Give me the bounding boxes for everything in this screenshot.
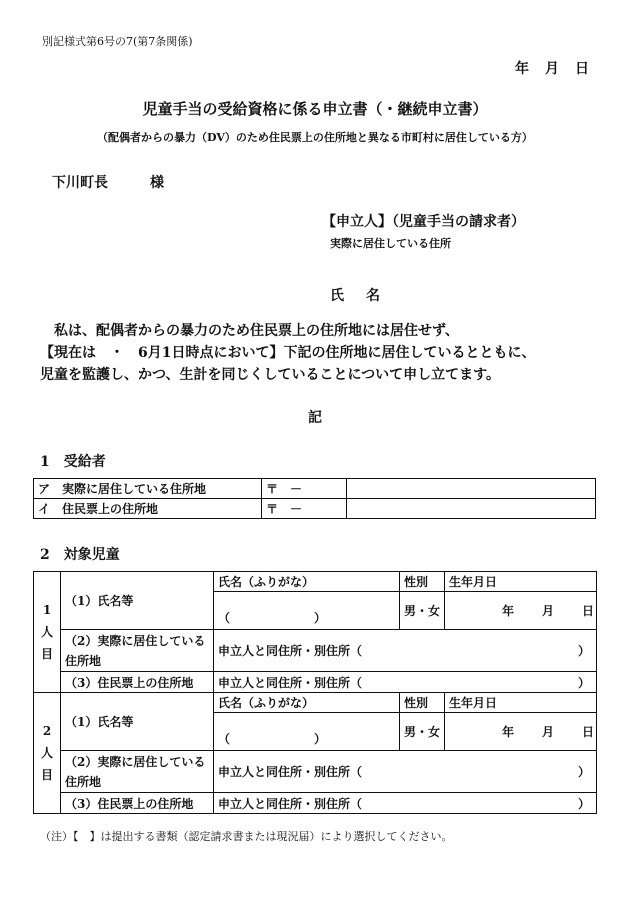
footnote: （注）【 】は提出する書類（認定請求書または現況届）により選択してください。	[40, 830, 453, 843]
furigana-bracket: （ ）	[218, 732, 327, 746]
child1-registered-address-field[interactable]: 申立人と同住所・別住所（ ）	[214, 672, 597, 693]
child2-actual-address-field[interactable]: 申立人と同住所・別住所（ ）	[214, 751, 597, 793]
child2-dob-field[interactable]: 年 月 日	[445, 713, 597, 751]
name-header: 氏名（ふりがな）	[214, 572, 400, 592]
ki-heading: 記	[308, 410, 322, 426]
child1-name-row-label: （1）氏名等	[61, 572, 214, 630]
child2-name-field[interactable]	[214, 713, 400, 751]
child2-side-label: 2 人 目	[34, 693, 61, 814]
table-row	[34, 672, 597, 693]
section1-heading: 1 受給者	[40, 454, 106, 470]
document-subtitle: （配偶者からの暴力（DV）のため住民票上の住所地と異なる市町村に居住している方）	[97, 131, 533, 144]
children-table	[33, 571, 597, 814]
applicant-heading: 【申立人】（児童手当の請求者）	[322, 214, 525, 230]
postal-code-field[interactable]: 〒 －	[262, 479, 347, 499]
sex-header: 性別	[400, 693, 445, 713]
table-row	[34, 479, 596, 499]
sex-header: 性別	[400, 572, 445, 592]
recipient-registered-address-field[interactable]	[347, 499, 596, 519]
dob-header: 生年月日	[445, 693, 597, 713]
child1-sex-field[interactable]: 男・女	[400, 592, 445, 630]
table-row	[34, 499, 596, 519]
child1-actual-address-label: （2）実際に居住している住所地	[61, 630, 214, 672]
postal-code-field[interactable]: 〒 －	[262, 499, 347, 519]
child1-actual-address-field[interactable]: 申立人と同住所・別住所（ ）	[214, 630, 597, 672]
addressee: 下川町長 様	[52, 175, 164, 191]
declaration-line: 私は、配偶者からの暴力のため住民票上の住所地には居住せず、	[40, 323, 459, 339]
child2-sex-field[interactable]: 男・女	[400, 713, 445, 751]
child1-registered-address-label: （3）住民票上の住所地	[61, 672, 214, 693]
recipient-registered-address-label: イ 住民票上の住所地	[34, 499, 262, 519]
applicant-address-label: 実際に居住している住所	[330, 237, 451, 250]
child2-registered-address-label: （3）住民票上の住所地	[61, 793, 214, 814]
declaration-line: 【現在は ・ 6月1日時点において】下記の住所地に居住しているとともに、	[40, 345, 536, 361]
table-row	[34, 630, 597, 672]
furigana-bracket: （ ）	[218, 611, 327, 625]
applicant-name-label: 氏 名	[330, 288, 384, 304]
recipient-actual-address-label: ア 実際に居住している住所地	[34, 479, 262, 499]
table-row	[34, 693, 597, 713]
date-line: 年 月 日	[515, 61, 590, 77]
section2-heading: 2 対象児童	[40, 547, 120, 563]
child1-dob-field[interactable]: 年 月 日	[445, 592, 597, 630]
form-number: 別記様式第6号の7(第7条関係)	[42, 35, 193, 48]
child1-name-field[interactable]	[214, 592, 400, 630]
recipient-actual-address-field[interactable]	[347, 479, 596, 499]
table-row	[34, 751, 597, 793]
child1-side-label: 1 人 目	[34, 572, 61, 693]
dob-header: 生年月日	[445, 572, 597, 592]
table-row	[34, 572, 597, 592]
declaration-line: 児童を監護し、かつ、生計を同じくしていることについて申し立てます。	[40, 367, 501, 383]
child2-actual-address-label: （2）実際に居住している住所地	[61, 751, 214, 793]
name-header: 氏名（ふりがな）	[214, 693, 400, 713]
declaration-text	[40, 320, 535, 386]
table-row	[34, 793, 597, 814]
document-title: 児童手当の受給資格に係る申立書（・継続申立書）	[142, 100, 488, 118]
child2-registered-address-field[interactable]: 申立人と同住所・別住所（ ）	[214, 793, 597, 814]
child2-name-row-label: （1）氏名等	[61, 693, 214, 751]
recipient-table	[33, 478, 596, 519]
